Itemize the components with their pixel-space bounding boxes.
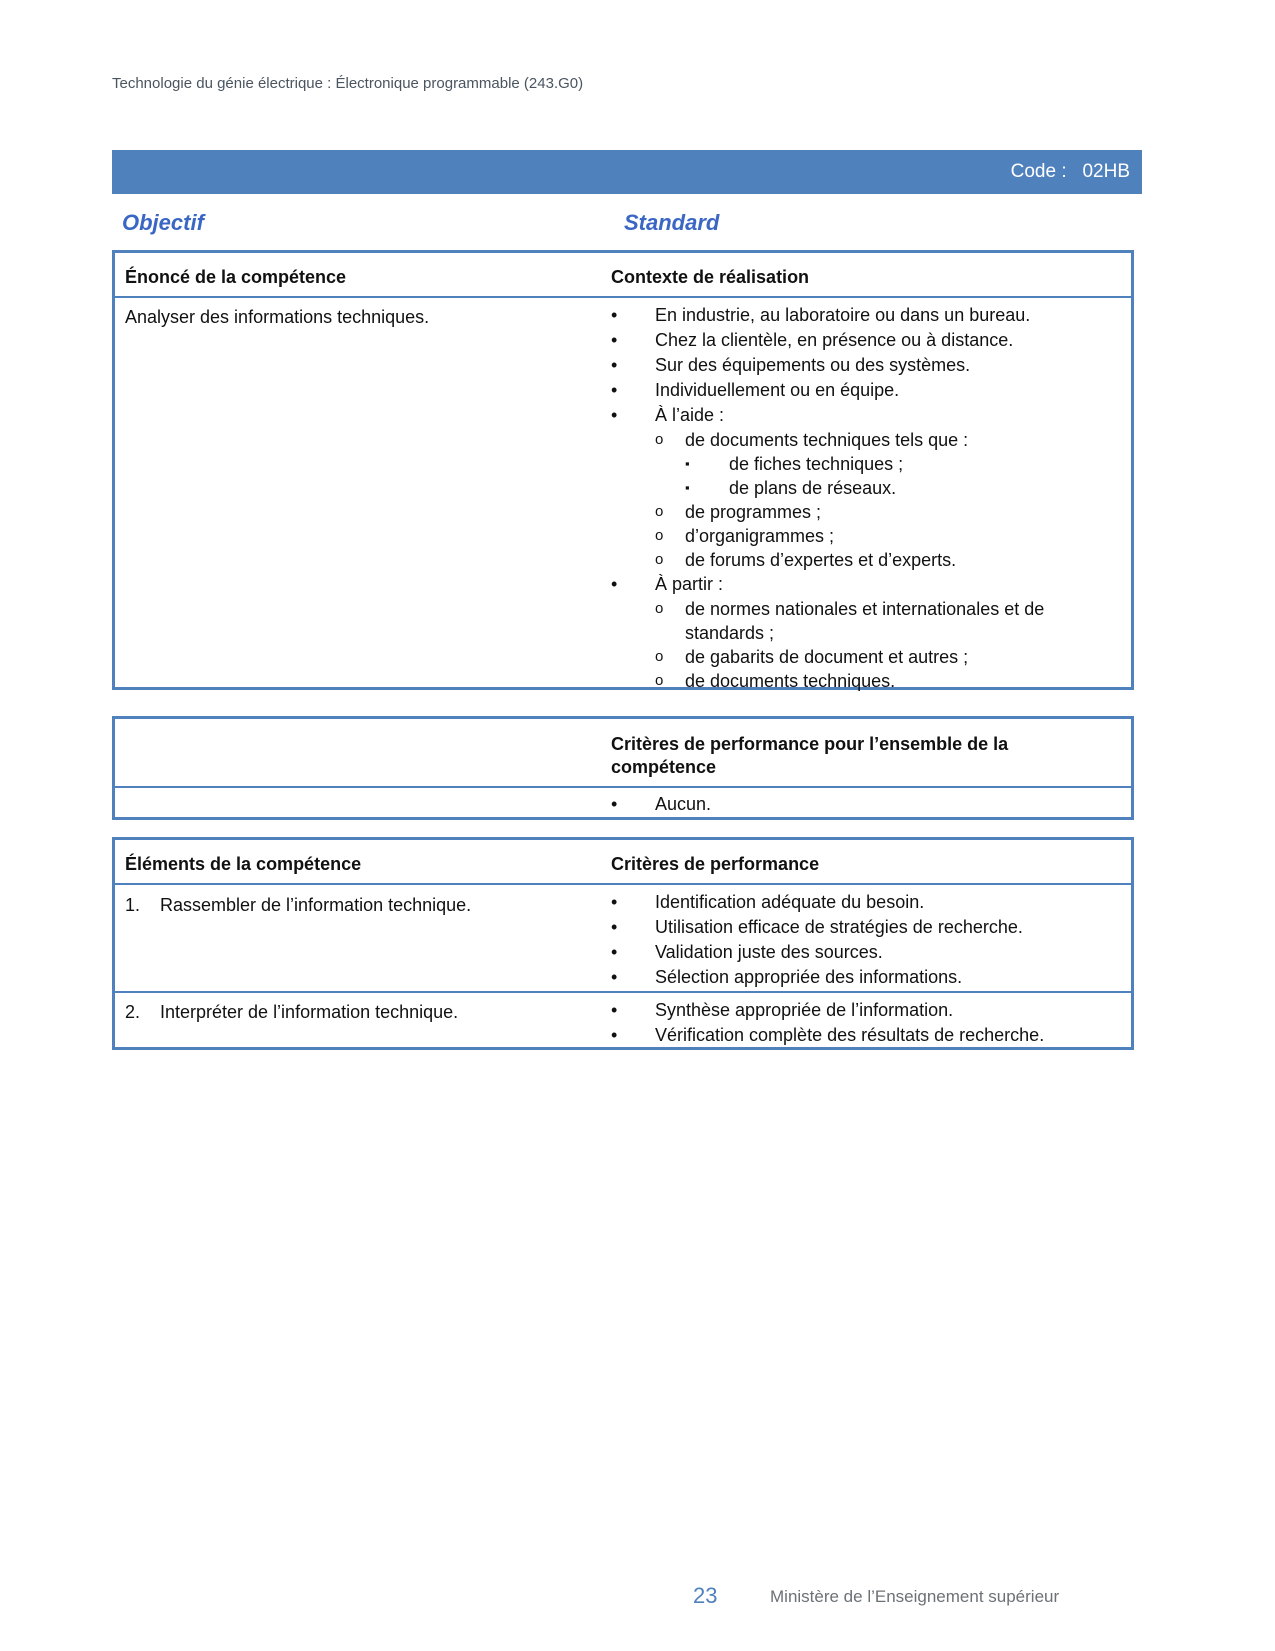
list-item: • À l’aide : [611, 403, 1044, 428]
overall-criteria-table [112, 716, 1134, 820]
section-standard: Standard [624, 210, 720, 235]
page-number: 23 [693, 1583, 718, 1608]
competency-statement-table [112, 250, 1134, 690]
list-item: o de documents techniques. [611, 669, 1044, 693]
element-2: 2. Interpréter de l’information technique. [125, 1002, 459, 1022]
list-item: • Aucun. [611, 792, 711, 817]
col-header-criteria: Critères de performance [611, 854, 820, 874]
list-item: o de programmes ; [611, 500, 1044, 524]
list-item: o de normes nationales et internationales et de standards ; [611, 597, 1044, 645]
list-item: • Sélection appropriée des informations. [611, 965, 1023, 990]
code-bar [112, 150, 1142, 194]
list-item: • Sur des équipements ou des systèmes. [611, 353, 1044, 378]
col-header-contexte: Contexte de réalisation [611, 267, 810, 287]
overall-criteria-list [611, 792, 711, 817]
list-item: • À partir : [611, 572, 1044, 597]
list-item: o de gabarits de document et autres ; [611, 645, 1044, 669]
col-header-elements: Éléments de la compétence [125, 854, 362, 874]
element-1-criteria [611, 890, 1023, 990]
section-objectif: Objectif [122, 210, 204, 235]
col-header-enonce: Énoncé de la compétence [125, 267, 347, 287]
list-item: • Vérification complète des résultats de recherche. [611, 1023, 1044, 1048]
list-item: • Synthèse appropriée de l’information. [611, 998, 1044, 1023]
footer-ministry: Ministère de l’Enseignement supérieur [770, 1587, 1060, 1606]
competency-statement: Analyser des informations techniques. [125, 307, 430, 327]
list-item: ▪ de plans de réseaux. [611, 476, 1044, 500]
competency-code [1011, 161, 1130, 183]
list-item: o d’organigrammes ; [611, 524, 1044, 548]
code-label: Code : [1010, 161, 1067, 182]
header-divider [115, 786, 1131, 788]
code-value: 02HB [1082, 161, 1130, 182]
element-1: 1. Rassembler de l’information technique. [125, 895, 472, 915]
list-item: • Chez la clientèle, en présence ou à distance. [611, 328, 1044, 353]
list-item: • Validation juste des sources. [611, 940, 1023, 965]
row-divider [115, 991, 1131, 993]
elements-table [112, 837, 1134, 1050]
list-item: o de documents techniques tels que : [611, 428, 1044, 452]
list-item: ▪ de fiches techniques ; [611, 452, 1044, 476]
document-title: Technologie du génie électrique : Électronique programmable (243.G0) [112, 75, 584, 92]
list-item: • Identification adéquate du besoin. [611, 890, 1023, 915]
header-divider [115, 883, 1131, 885]
header-divider [115, 296, 1131, 298]
list-item: o de forums d’expertes et d’experts. [611, 548, 1044, 572]
overall-criteria-header: Critères de performance pour l’ensemble de la compétence [611, 734, 1009, 777]
context-list [611, 303, 1044, 693]
list-item: • En industrie, au laboratoire ou dans un bureau. [611, 303, 1044, 328]
list-item: • Individuellement ou en équipe. [611, 378, 1044, 403]
element-2-criteria [611, 998, 1044, 1048]
list-item: • Utilisation efficace de stratégies de recherche. [611, 915, 1023, 940]
